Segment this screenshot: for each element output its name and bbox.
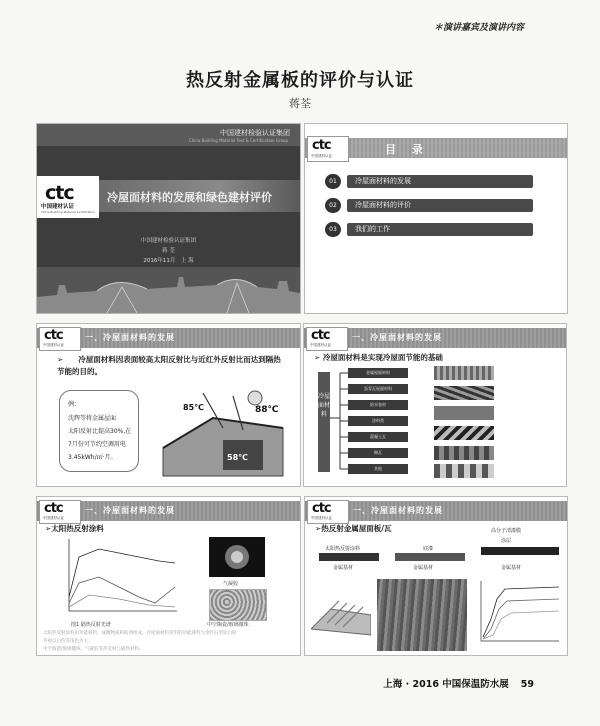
- example-line: 太阳反射比提高30%,在: [68, 428, 132, 435]
- bracket-lines: [330, 368, 348, 474]
- coating-thumb: [434, 426, 494, 440]
- ctc-logo: [37, 176, 99, 218]
- slide-cover: [36, 123, 301, 314]
- toc-item: [325, 222, 533, 237]
- cover-org: 中国建材检验认证集团: [140, 238, 196, 244]
- microbead-image: [209, 589, 267, 621]
- toc-text: 我们的工作: [355, 225, 390, 233]
- example-line: 例：: [68, 401, 81, 408]
- section-title: 一、冷屋面材料的发展: [85, 333, 175, 342]
- logo-name: 中国建材认证: [41, 204, 75, 210]
- toc-text: 冷屋面材料的发展: [355, 177, 411, 185]
- ctc-logo-text: ctc: [311, 328, 330, 343]
- ctc-logo-text: ctc: [44, 328, 63, 343]
- ctc-logo: [307, 136, 349, 162]
- layer-label: 底漆: [423, 546, 434, 552]
- cover-subtag: China Building Material Test & Certification Group: [188, 138, 288, 143]
- toc-text: 冷屋面材料的评价: [355, 201, 411, 209]
- layer-label: 涂层: [501, 538, 512, 544]
- shingle-thumb: [434, 386, 494, 400]
- bullet-text: ➢ 冷屋面材料因表面较高太阳反射比与近红外反射比而达到隔热节能的目的。: [57, 355, 281, 376]
- chart-caption: 图1 隔热反射光谱: [71, 622, 111, 628]
- toc-item: [325, 198, 533, 213]
- category-item: 其他: [348, 464, 408, 474]
- cover-date: 2016年11月 上 海: [143, 258, 194, 264]
- bullet-text: ➢热反射金属屋面板/瓦: [315, 524, 392, 533]
- logo-sub: 中国建材认证: [311, 516, 332, 520]
- roof-panel-image: [311, 589, 371, 641]
- layer-label: 太阳热反射涂料: [325, 546, 361, 552]
- concrete-tile-thumb: [434, 446, 494, 460]
- cover-brand: 中国建材检验认证集团: [220, 129, 290, 137]
- author: 蒋荃: [289, 97, 311, 110]
- aerogel-image: [209, 537, 265, 577]
- ctc-logo: [307, 500, 349, 524]
- slide-development-2: [303, 323, 567, 487]
- example-box: [59, 390, 139, 472]
- cover-title: 冷屋面材料的发展和绿色建材评价: [107, 191, 272, 204]
- metal-roof-thumb: [434, 366, 494, 380]
- faint-text: 中空陶瓷/玻璃微珠、气凝胶等热反射与隔热材料。: [43, 647, 144, 652]
- ctc-logo-text: ctc: [44, 501, 63, 516]
- layer-label: 金属基材: [413, 565, 434, 571]
- slide-development-1: [36, 323, 301, 487]
- house-diagram: [143, 388, 293, 480]
- ctc-logo-text: ctc: [312, 501, 331, 516]
- example-line: 3.45kWh/㎡·月。: [68, 454, 117, 461]
- header-note: ＊演讲嘉宾及演讲内容: [433, 23, 524, 33]
- layer-bar: [395, 553, 465, 561]
- temp-inside: 58℃: [227, 453, 248, 462]
- ctc-logo-text: ctc: [45, 182, 74, 204]
- category-item: 混凝土瓦: [348, 432, 408, 442]
- layer-bar: [481, 547, 559, 555]
- membrane-thumb: [434, 406, 494, 420]
- layer-label: 高分子清漆膜: [491, 528, 522, 534]
- toc-num: 01: [325, 174, 341, 189]
- image-caption: 中空陶瓷/玻璃微珠: [207, 622, 249, 628]
- toc-num: 02: [325, 198, 341, 213]
- footer-text: 上海 · 2016 中国保温防水展: [383, 679, 509, 690]
- logo-sub: 中国建材认证: [310, 343, 331, 347]
- ctc-logo: [39, 500, 81, 524]
- logo-sub: 中国建材认证: [43, 343, 64, 347]
- toc-title: 目 录: [385, 143, 429, 156]
- layer-bar: [319, 553, 379, 561]
- sun-icon: [248, 391, 262, 405]
- clay-tile-thumb: [434, 464, 494, 478]
- page-number: 59: [520, 679, 534, 690]
- ctc-logo: [306, 327, 348, 351]
- category-item: 沥青瓦屋面材料: [348, 384, 408, 394]
- cover-presenter: 蒋 荃: [162, 248, 175, 254]
- faint-text: 太阳热反射涂料由功能颜料、成膜物质和助剂组成，冷屋面材料常用的功能颜料为金红石型钛白粉: [43, 631, 237, 636]
- ctc-logo-text: ctc: [312, 138, 331, 153]
- section-title: 一、冷屋面材料的发展: [353, 506, 443, 515]
- temp-hot: 88℃: [255, 405, 279, 415]
- category-item: 陶瓦: [348, 448, 408, 458]
- logo-sub: 中国建材认证: [311, 154, 332, 158]
- toc-num: 03: [325, 222, 341, 237]
- skyline-illustration: [37, 267, 300, 313]
- roof-sheet-image: [377, 579, 467, 651]
- bullet-text: ➢ 冷屋面材料是实现冷屋面节能的基础: [314, 353, 443, 362]
- slide-development-3: [36, 496, 301, 656]
- ctc-logo: [39, 327, 81, 351]
- logo-sub: 中国建材认证: [43, 516, 64, 520]
- bullet-text: ➢太阳热反射涂料: [45, 524, 104, 533]
- spectrum-chart: [59, 537, 179, 619]
- slide-toc: [304, 123, 568, 314]
- slide-development-4: [304, 496, 568, 656]
- layer-label: 金属基材: [501, 565, 522, 571]
- layer-label: 金属基材: [333, 565, 354, 571]
- temp-warm: 85℃: [183, 403, 204, 412]
- example-line: 7月份可节约空调用电: [68, 441, 126, 448]
- category-item: 金属屋面材料: [348, 368, 408, 378]
- reflectance-chart: [471, 579, 561, 649]
- section-title: 一、冷屋面材料的发展: [352, 333, 442, 342]
- section-title: 一、冷屋面材料的发展: [85, 506, 175, 515]
- category-item: 涂料类: [348, 416, 408, 426]
- vertical-label: 冷屋面材料: [318, 372, 330, 472]
- faint-text: 外观以白色等浅色为主。: [43, 639, 93, 644]
- example-line: 沈辉等将金属屋面: [68, 415, 117, 422]
- logo-en: China Building Material Certification: [41, 210, 96, 214]
- image-caption: 气凝胶: [223, 581, 239, 587]
- page-footer: [383, 676, 534, 690]
- article-title: 热反射金属板的评价与认证: [186, 70, 414, 91]
- category-item: 防水卷材: [348, 400, 408, 410]
- toc-item: [325, 174, 533, 189]
